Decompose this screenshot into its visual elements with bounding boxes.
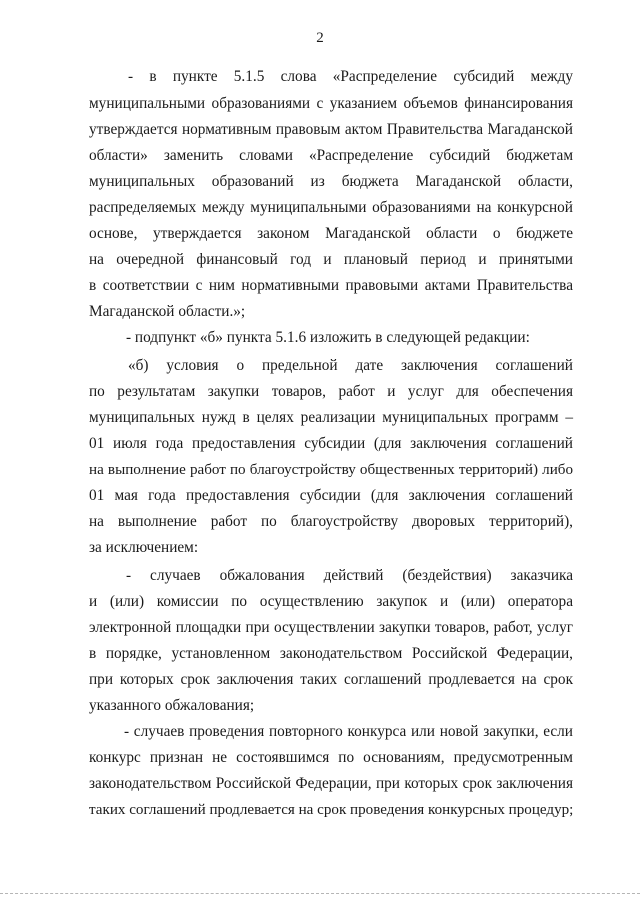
- text-line: Магаданской области.»;: [89, 303, 246, 320]
- text-line: электронной площадки при осуществлении закупки товаров, работ, услуг: [89, 619, 573, 636]
- text-line: в соответствии с ним нормативными правовыми актами Правительства: [89, 277, 573, 294]
- text-line: распределяемых между муниципальными образованиями на конкурсной: [89, 199, 573, 216]
- page-number: 2: [316, 30, 324, 46]
- text-line: «б) условия о предельной дате заключения соглашений: [128, 357, 573, 374]
- text-line: - случаев обжалования действий (бездействия) заказчика: [126, 567, 573, 584]
- text-line: и (или) комиссии по осуществлению закупок и (или) оператора: [89, 593, 573, 610]
- text-line: по результатам закупки товаров, работ и услуг для обеспечения: [89, 383, 573, 400]
- text-line: таких соглашений продлевается на срок проведения конкурсных процедур;: [89, 802, 574, 818]
- text-line: конкурс признан не состоявшимся по основаниям, предусмотренным: [89, 749, 573, 766]
- text-line: 01 июля года предоставления субсидии (для заключения соглашений: [89, 435, 573, 452]
- text-line: при которых срок заключения таких соглашений продлевается на срок: [89, 671, 573, 688]
- text-line: утверждается нормативным правовым актом Правительства Магаданской: [89, 121, 573, 138]
- text-line: указанного обжалования;: [89, 697, 255, 714]
- text-line: области» заменить словами «Распределение субсидий бюджетам: [89, 147, 573, 164]
- text-line: 01 мая года предоставления субсидии (для заключения соглашений: [89, 487, 573, 504]
- text-line: - в пункте 5.1.5 слова «Распределение субсидий между: [128, 68, 573, 85]
- text-line: в порядке, установленном законодательством Российской Федерации,: [89, 645, 573, 662]
- text-line: основе, утверждается законом Магаданской области о бюджете: [89, 225, 573, 242]
- text-line: за исключением:: [89, 539, 199, 556]
- text-line: муниципальных нужд в целях реализации муниципальных программ –: [89, 409, 573, 426]
- text-line: законодательством Российской Федерации, при которых срок заключения: [89, 775, 573, 792]
- text-line: муниципальными образованиями с указанием объемов финансирования: [89, 95, 573, 112]
- text-line: - случаев проведения повторного конкурса или новой закупки, если: [124, 723, 573, 740]
- text-line: муниципальных образований из бюджета Магаданской области,: [89, 173, 573, 190]
- text-line: на выполнение работ по благоустройству дворовых территорий),: [89, 513, 573, 530]
- page-bottom-rule: [0, 893, 640, 894]
- text-line: на выполнение работ по благоустройству общественных территорий) либо: [89, 462, 573, 478]
- text-line: на очередной финансовый год и плановый период и принятыми: [89, 251, 573, 268]
- text-line: - подпункт «б» пункта 5.1.6 изложить в следующей редакции:: [126, 329, 530, 346]
